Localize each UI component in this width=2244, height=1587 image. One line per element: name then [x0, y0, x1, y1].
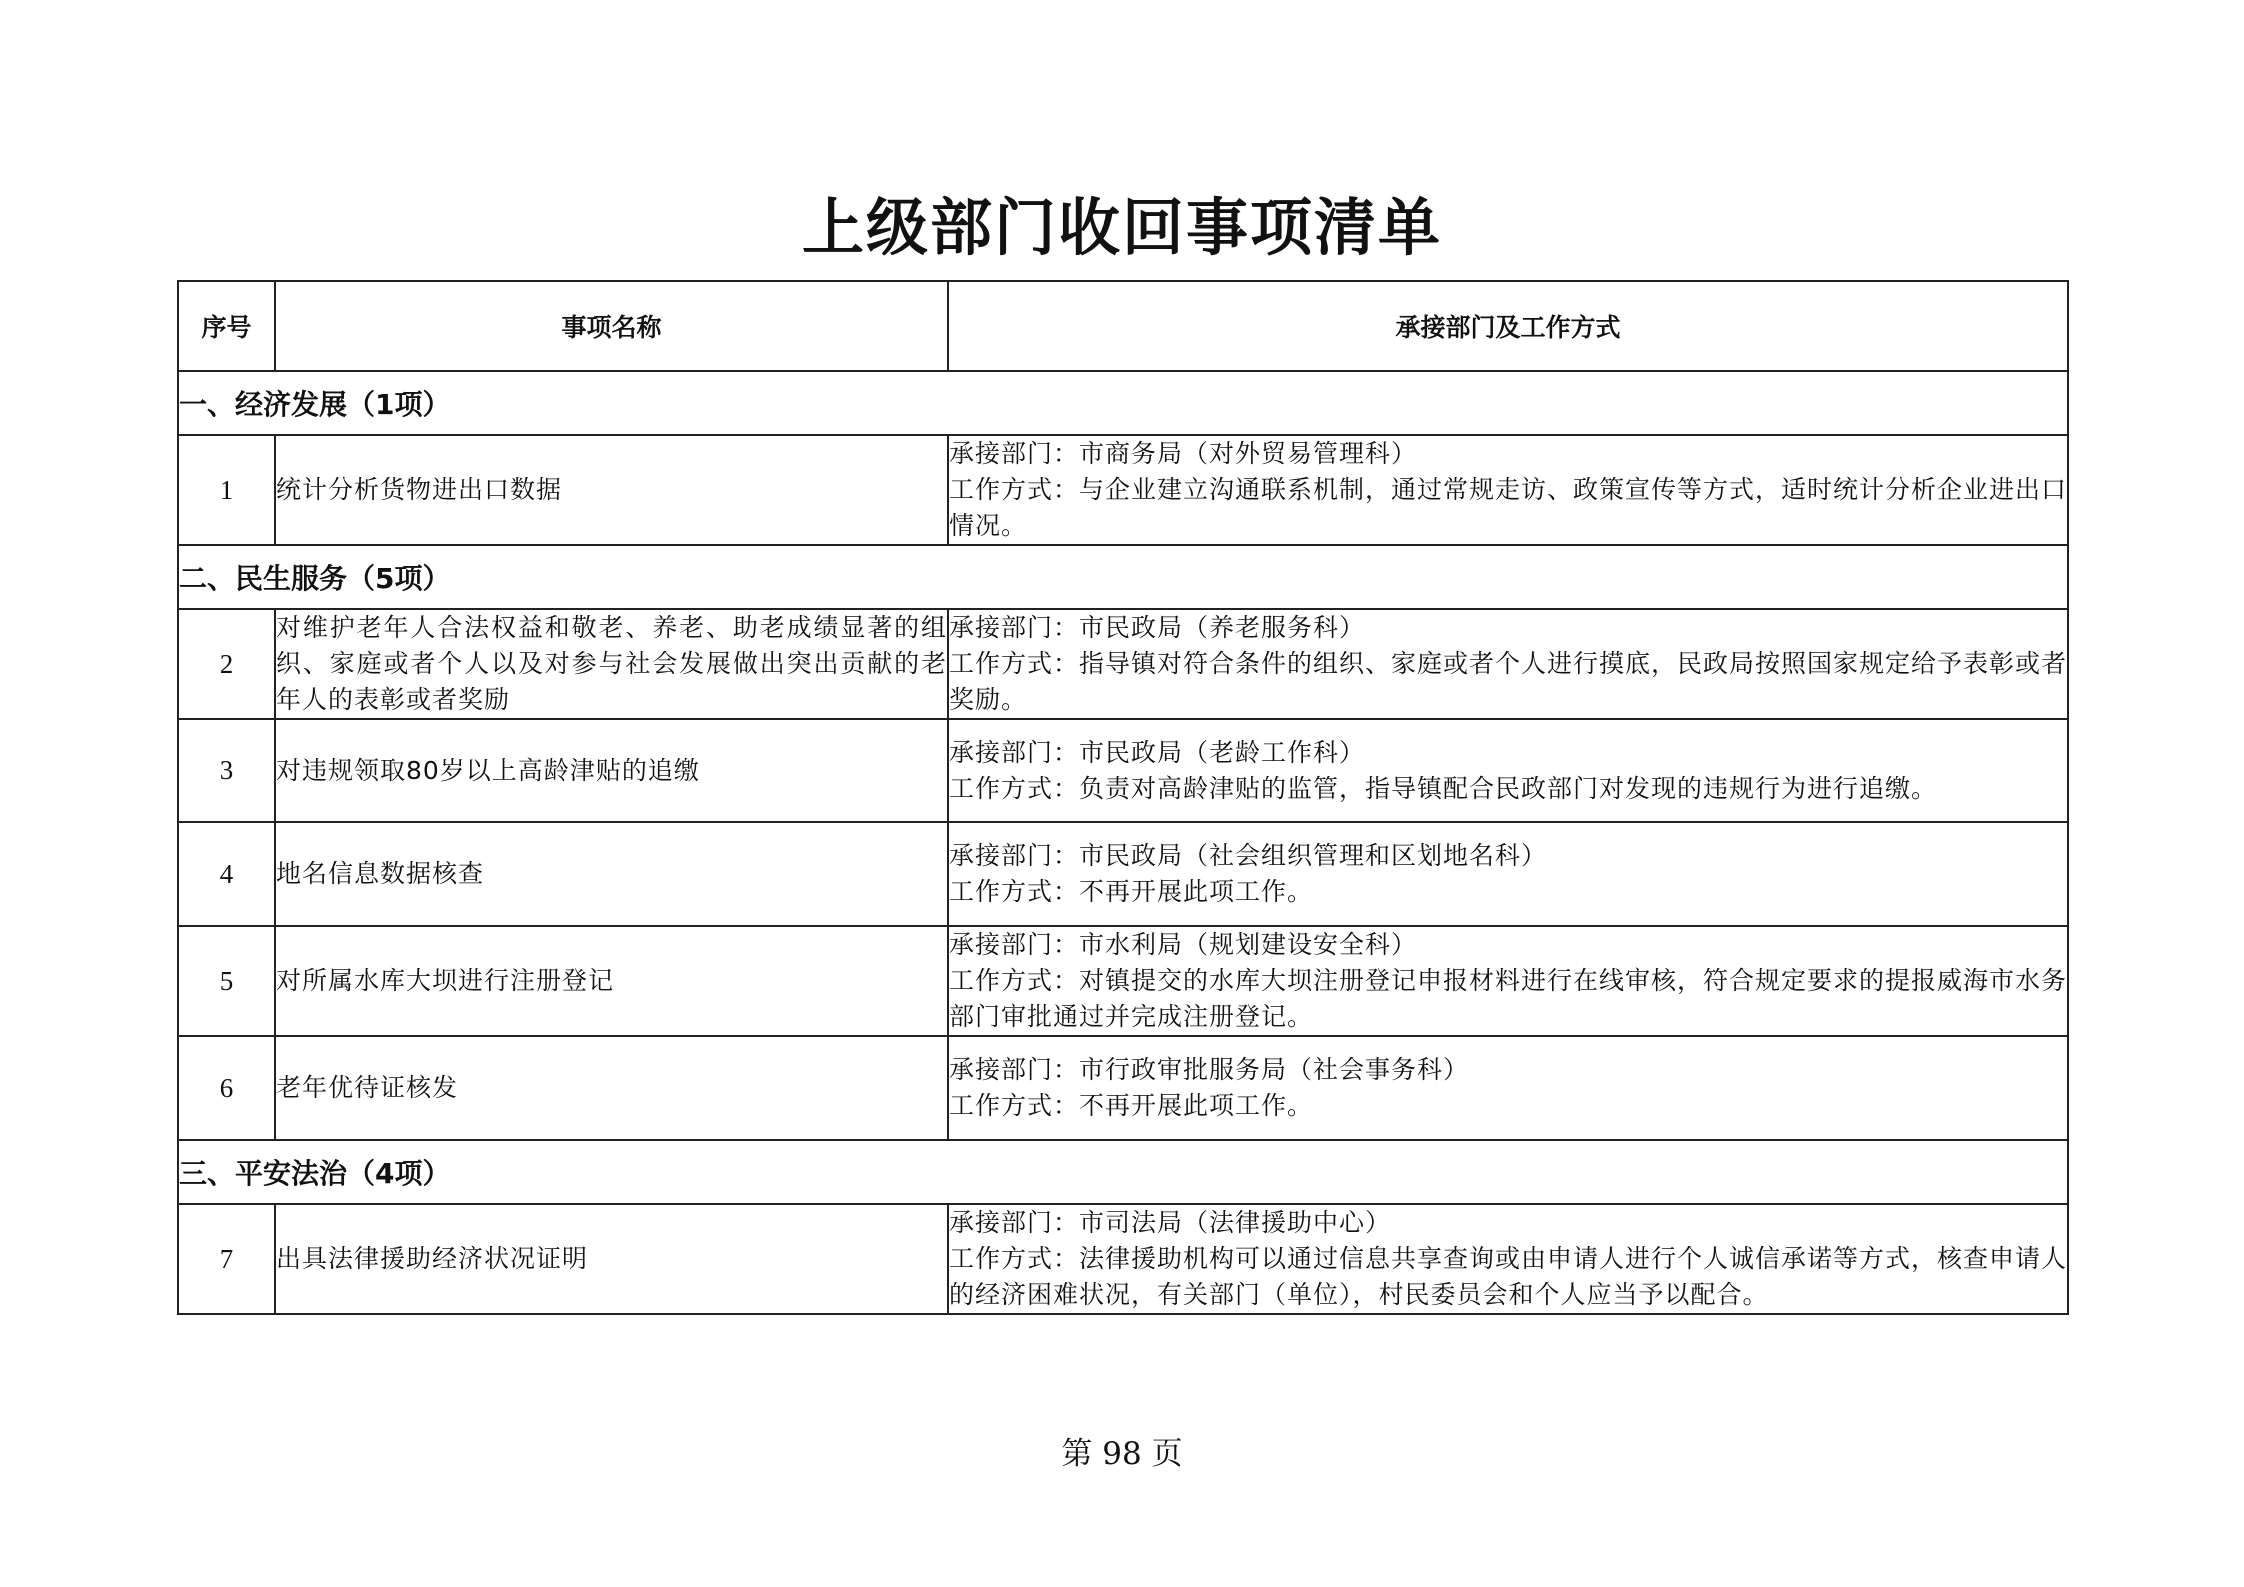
- work-method: 工作方式：负责对高龄津贴的监管，指导镇配合民政部门对发现的违规行为进行追缴。: [949, 773, 1938, 803]
- matter-name: 出具法律援助经济状况证明: [275, 1204, 948, 1314]
- dept-and-method: [948, 1204, 2068, 1314]
- header-method: 承接部门及工作方式: [948, 281, 2068, 371]
- dept-and-method: [948, 822, 2068, 926]
- dept-and-method: [948, 719, 2068, 822]
- matter-name: 对违规领取80岁以上高龄津贴的追缴: [275, 719, 948, 822]
- dept-and-method: [948, 1036, 2068, 1140]
- section-row: [178, 545, 2068, 609]
- section-title: 一、经济发展（1项）: [178, 371, 2068, 435]
- matter-name: 老年优待证核发: [275, 1036, 948, 1140]
- section-row: [178, 1140, 2068, 1204]
- receiving-dept: 承接部门：市民政局（养老服务科）: [949, 613, 1366, 642]
- dept-and-method: [948, 435, 2068, 545]
- receiving-dept: 承接部门：市行政审批服务局（社会事务科）: [949, 1055, 1470, 1084]
- table-row: [178, 609, 2068, 719]
- receiving-dept: 承接部门：市水利局（规划建设安全科）: [949, 930, 1418, 959]
- table-row: [178, 435, 2068, 545]
- table-row: [178, 822, 2068, 926]
- work-method: 工作方式：与企业建立沟通联系机制，通过常规走访、政策宣传等方式，适时统计分析企业进出口情况。: [949, 475, 2068, 540]
- header-no: 序号: [178, 281, 275, 371]
- row-number: 3: [178, 719, 275, 822]
- work-method: 工作方式：法律援助机构可以通过信息共享查询或由申请人进行个人诚信承诺等方式，核查申请人的经济困难状况，有关部门（单位），村民委员会和个人应当予以配合。: [949, 1244, 2068, 1309]
- work-method: 工作方式：指导镇对符合条件的组织、家庭或者个人进行摸底，民政局按照国家规定给予表彰或者奖励。: [949, 649, 2068, 714]
- work-method: 工作方式：不再开展此项工作。: [949, 877, 1314, 906]
- row-number: 7: [178, 1204, 275, 1314]
- work-method: 工作方式：不再开展此项工作。: [949, 1091, 1314, 1120]
- table-row: [178, 926, 2068, 1036]
- dept-and-method: [948, 926, 2068, 1036]
- table-row: [178, 1036, 2068, 1140]
- work-method: 工作方式：对镇提交的水库大坝注册登记申报材料进行在线审核，符合规定要求的提报威海市水务部门审批通过并完成注册登记。: [949, 966, 2068, 1031]
- document-title: 上级部门收回事项清单: [801, 191, 1442, 264]
- receiving-dept: 承接部门：市商务局（对外贸易管理科）: [949, 439, 1418, 468]
- header-name: 事项名称: [275, 281, 948, 371]
- receiving-dept: 承接部门：市民政局（老龄工作科）: [949, 737, 1366, 767]
- table-header-row: [178, 281, 2068, 371]
- section-row: [178, 371, 2068, 435]
- row-number: 5: [178, 926, 275, 1036]
- row-number: 1: [178, 435, 275, 545]
- section-title: 三、平安法治（4项）: [178, 1140, 2068, 1204]
- receiving-dept: 承接部门：市司法局（法律援助中心）: [949, 1208, 1392, 1237]
- table-row: [178, 1204, 2068, 1314]
- receiving-dept: 承接部门：市民政局（社会组织管理和区划地名科）: [949, 841, 1548, 870]
- matters-table: [177, 280, 2069, 1315]
- row-number: 2: [178, 609, 275, 719]
- matter-name: 对所属水库大坝进行注册登记: [275, 926, 948, 1036]
- page-number: 第 98 页: [1061, 1436, 1183, 1472]
- dept-and-method: [948, 609, 2068, 719]
- matter-name: 地名信息数据核查: [275, 822, 948, 926]
- table-row: [178, 719, 2068, 822]
- row-number: 4: [178, 822, 275, 926]
- matter-name: 对维护老年人合法权益和敬老、养老、助老成绩显著的组织、家庭或者个人以及对参与社会发展做出突出贡献的老年人的表彰或者奖励: [275, 609, 948, 719]
- section-title: 二、民生服务（5项）: [178, 545, 2068, 609]
- row-number: 6: [178, 1036, 275, 1140]
- matter-name: 统计分析货物进出口数据: [275, 435, 948, 545]
